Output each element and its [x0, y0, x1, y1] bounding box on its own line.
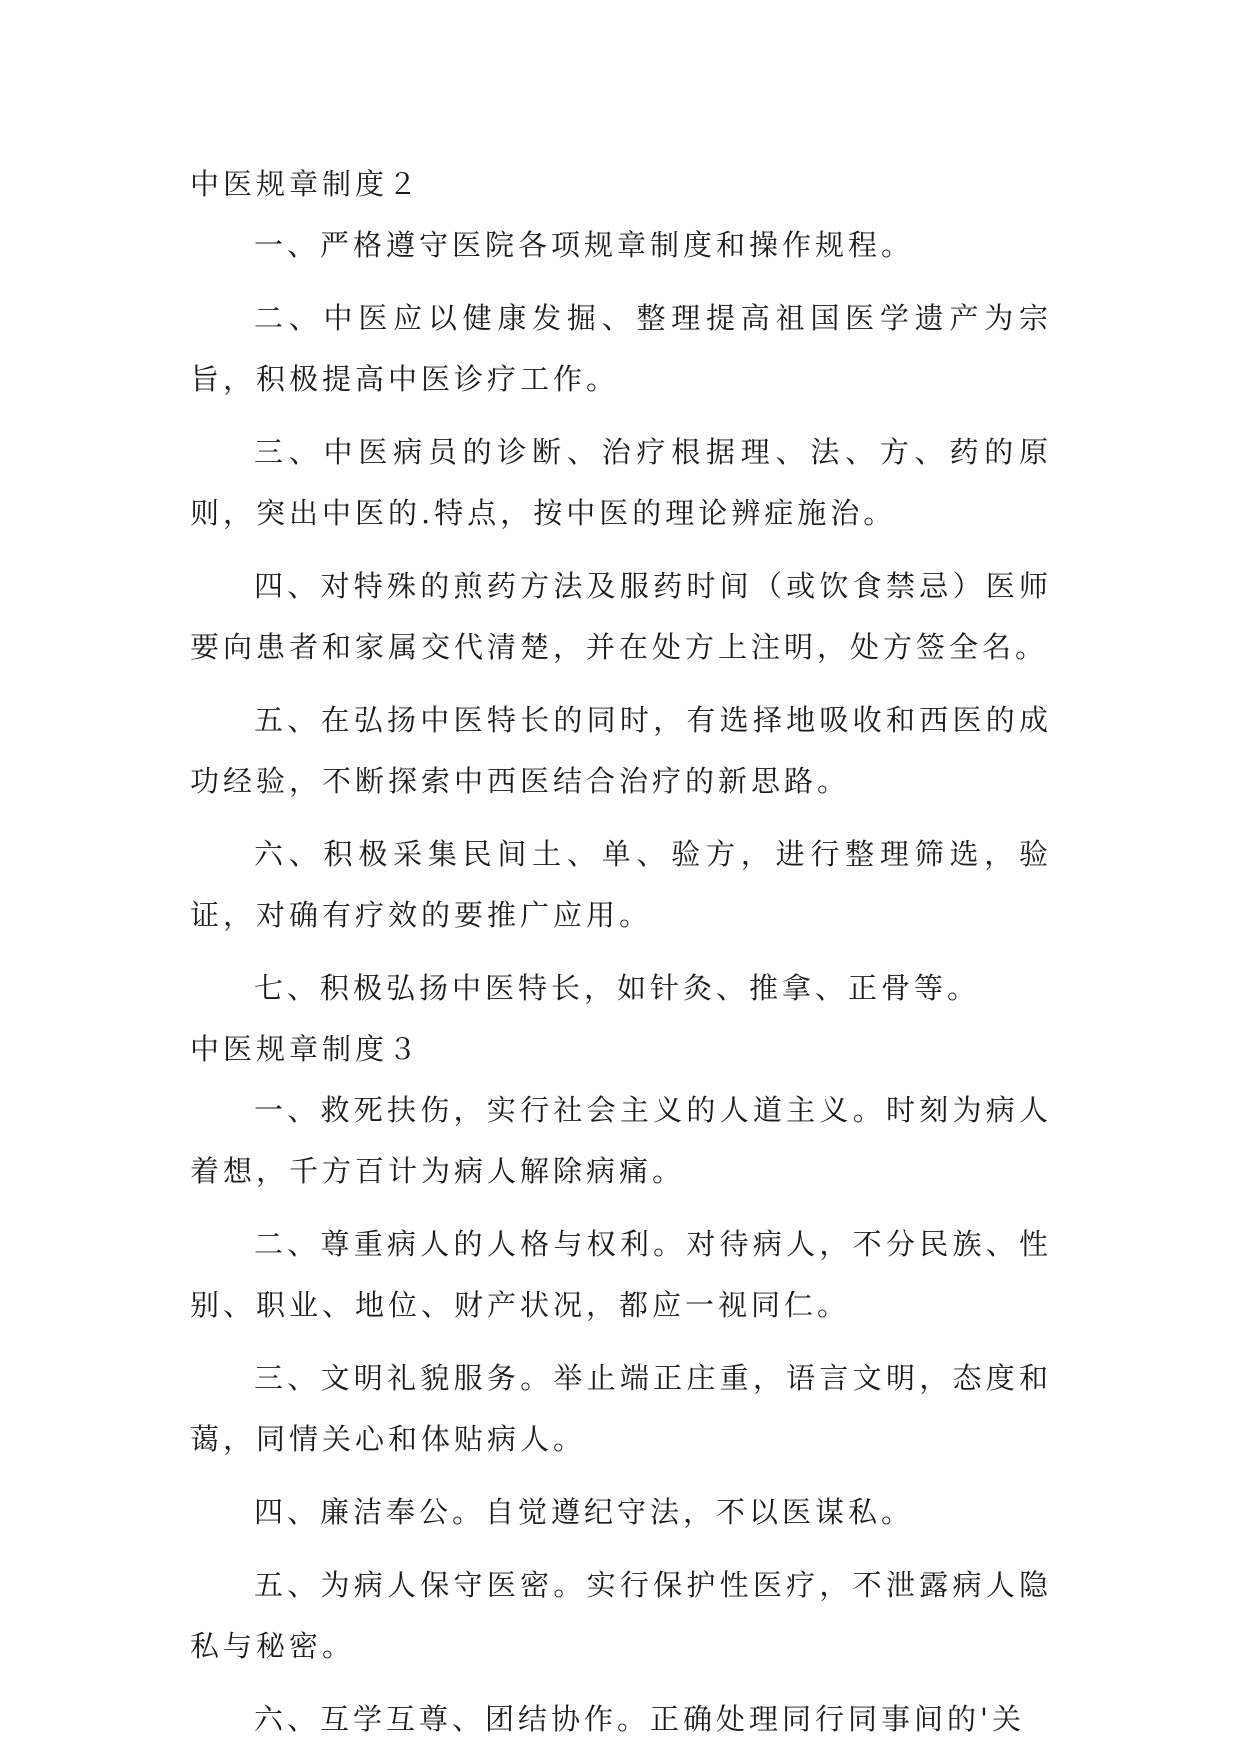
paragraph: 六、互学互尊、团结协作。正确处理同行同事间的'关 [254, 1702, 1025, 1736]
paragraph: 七、积极弘扬中医特长，如针灸、推拿、正骨等。 [254, 971, 981, 1005]
paragraph: 四、对特殊的煎药方法及服药时间（或饮食禁忌）医师要向患者和家属交代清楚，并在处方上注明，处方签全名。 [190, 569, 1052, 664]
paragraph: 四、廉洁奉公。自觉遵纪守法，不以医谋私。 [254, 1495, 915, 1529]
paragraph: 三、文明礼貌服务。举止端正庄重，语言文明，态度和蔼，同情关心和体贴病人。 [190, 1361, 1052, 1456]
section-title-2: 中医规章制度２ [190, 167, 422, 201]
paragraph: 三、中医病员的诊断、治疗根据理、法、方、药的原则，突出中医的.特点，按中医的理论辨症施治。 [190, 435, 1052, 530]
paragraph: 六、积极采集民间土、单、验方，进行整理筛选，验证，对确有疗效的要推广应用。 [190, 837, 1052, 932]
paragraph: 五、在弘扬中医特长的同时，有选择地吸收和西医的成功经验，不断探索中西医结合治疗的新思路。 [190, 703, 1052, 798]
paragraph: 五、为病人保守医密。实行保护性医疗，不泄露病人隐私与秘密。 [190, 1568, 1052, 1663]
document-body [190, 154, 1052, 1750]
paragraph: 二、尊重病人的人格与权利。对待病人，不分民族、性别、职业、地位、财产状况，都应一视同仁。 [190, 1227, 1052, 1322]
paragraph: 一、救死扶伤，实行社会主义的人道主义。时刻为病人着想，千方百计为病人解除病痛。 [190, 1093, 1052, 1188]
paragraph: 一、严格遵守医院各项规章制度和操作规程。 [254, 228, 915, 262]
section-title-3: 中医规章制度３ [190, 1032, 422, 1066]
paragraph: 二、中医应以健康发掘、整理提高祖国医学遗产为宗旨，积极提高中医诊疗工作。 [190, 301, 1052, 396]
